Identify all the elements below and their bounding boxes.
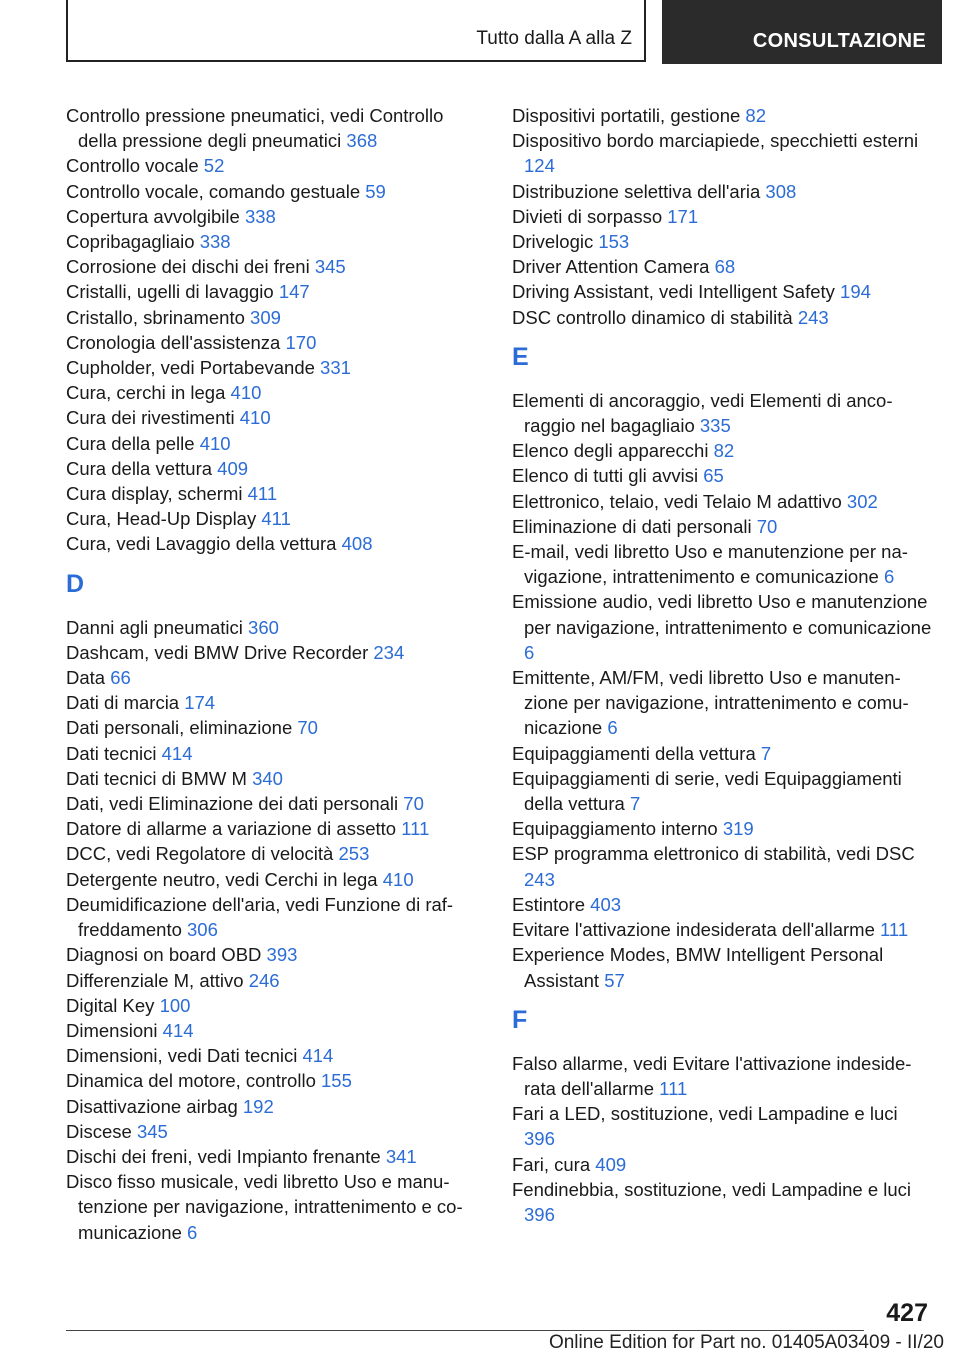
index-entry-text: Cura display, schermi <box>66 483 248 505</box>
index-entry <box>512 103 932 128</box>
index-entry-text: Dischi dei freni, vedi Impianto frenante <box>66 1145 386 1167</box>
index-entry-text: Copribagagliaio <box>66 231 200 253</box>
index-entry-text: Dispositivo bordo marciapiede, specchietti esterni <box>512 130 919 152</box>
index-entry <box>66 867 486 892</box>
index-entry <box>512 204 932 229</box>
index-entry <box>66 665 486 690</box>
index-entry <box>512 1051 932 1101</box>
index-page-link[interactable]: 414 <box>162 1019 194 1041</box>
index-entry-text: Cura, Head-Up Display <box>66 508 262 530</box>
index-entry-text: Fari, cura <box>512 1153 596 1175</box>
index-entry-text: Driving Assistant, vedi Intelligent Safety <box>512 281 841 303</box>
index-entry <box>66 892 486 942</box>
index-page-link[interactable]: 6 <box>607 717 618 739</box>
header-section-tab <box>662 0 942 64</box>
index-page-link[interactable]: 345 <box>314 256 346 278</box>
index-entry-text: Cronologia dell'assistenza <box>66 331 286 353</box>
index-entry-text: Digital Key <box>66 994 160 1016</box>
index-page-link[interactable]: 396 <box>524 1128 555 1150</box>
index-page-link[interactable]: 57 <box>604 969 625 991</box>
index-entry-text: Controllo vocale, comando gestuale <box>66 180 366 202</box>
index-page-link[interactable]: 82 <box>713 440 735 462</box>
index-page-link[interactable]: 393 <box>266 944 298 966</box>
index-entry <box>66 153 486 178</box>
index-entry <box>66 1094 486 1119</box>
index-entry-text: Elenco degli apparecchi <box>512 440 714 462</box>
index-page-link[interactable]: 331 <box>320 357 351 379</box>
index-entry-text: Elettronico, telaio, vedi Telaio M adattivo <box>512 490 847 512</box>
index-page-link[interactable]: 414 <box>302 1045 334 1067</box>
index-entry-text: Discese <box>66 1120 137 1142</box>
index-entry <box>512 1177 932 1227</box>
index-entry-text: Dati, vedi Eliminazione dei dati personali <box>66 793 404 815</box>
index-page-link[interactable]: 410 <box>230 382 262 404</box>
index-entry <box>512 665 932 741</box>
index-entry-text: E-mail, vedi libretto Uso e manutenzione per navigazione, intrattenimento e comunicazione <box>512 541 908 588</box>
index-entry <box>512 766 932 816</box>
index-entry <box>66 380 486 405</box>
index-entry <box>66 305 486 330</box>
index-entry-text: Cristallo, sbrinamento <box>66 306 251 328</box>
index-page-link[interactable]: 147 <box>278 281 310 303</box>
index-page-link[interactable]: 111 <box>880 919 909 941</box>
index-page-link[interactable]: 59 <box>365 180 386 202</box>
index-entry-text: Danni agli pneumatici <box>66 616 249 638</box>
header-left-box <box>66 0 646 62</box>
index-entry <box>66 204 486 229</box>
index-page-link[interactable]: 111 <box>659 1077 688 1099</box>
index-entry-text: DCC, vedi Regolatore di velocità <box>66 843 339 865</box>
index-entry <box>512 892 932 917</box>
index-entry <box>512 1152 932 1177</box>
index-entry-text: Dimensioni, vedi Dati tecnici <box>66 1045 303 1067</box>
index-page-link[interactable]: 410 <box>239 407 271 429</box>
index-entry <box>66 506 486 531</box>
index-entry-text: Driver Attention Camera <box>512 256 715 278</box>
index-page-link[interactable]: 153 <box>598 231 630 253</box>
index-entry-text: Dispositivi portatili, gestione <box>512 105 746 126</box>
index-entry <box>66 1119 486 1144</box>
index-entry-text: Emissione audio, vedi libretto Uso e manutenzione per navigazione, intrattenimento e comunicazione <box>512 591 932 638</box>
index-page-link[interactable]: 174 <box>184 692 216 714</box>
index-entry <box>66 1144 486 1169</box>
index-entry <box>66 179 486 204</box>
index-page-link[interactable]: 6 <box>883 566 895 588</box>
index-page-link[interactable]: 306 <box>187 919 218 941</box>
index-entry <box>66 766 486 791</box>
index-letter-heading: E <box>512 342 529 371</box>
index-page-link[interactable]: 66 <box>110 667 131 689</box>
index-page-link[interactable]: 171 <box>667 205 699 227</box>
index-entry-text: Fendinebbia, sostituzione, vedi Lampadine e luci <box>512 1178 912 1200</box>
index-entry <box>512 942 932 992</box>
index-entry-text: Dati tecnici di BMW M <box>66 767 253 789</box>
index-entry <box>512 128 932 178</box>
index-entry-text: Estintore <box>512 893 591 915</box>
index-entry <box>66 431 486 456</box>
index-entry <box>66 791 486 816</box>
index-page-link[interactable]: 170 <box>285 331 317 353</box>
index-entry <box>66 1169 486 1245</box>
index-page-link[interactable]: 335 <box>699 415 731 437</box>
index-entry <box>512 279 932 304</box>
index-column-left <box>66 103 486 1245</box>
index-entry-text: Distribuzione selettiva dell'aria <box>512 180 766 202</box>
index-page-link[interactable]: 124 <box>524 155 555 177</box>
index-entry <box>512 589 932 665</box>
index-entry <box>512 539 932 589</box>
index-entry-text: Corrosione dei dischi dei freni <box>66 256 315 278</box>
index-entry <box>66 254 486 279</box>
index-entry-text: Drivelogic <box>512 231 599 253</box>
index-page-link[interactable]: 410 <box>382 868 414 890</box>
index-page-link[interactable]: 309 <box>250 306 281 328</box>
index-letter-heading: F <box>512 1005 528 1034</box>
index-entry <box>66 615 486 640</box>
index-entry-text: Data <box>66 667 111 689</box>
index-page-link[interactable]: 338 <box>199 231 231 253</box>
index-entry-text: Equipaggiamento interno <box>512 818 723 840</box>
index-entry-text: Controllo pressione pneumatici, vedi Controllo della pressione degli pneumatici <box>66 105 444 152</box>
index-entry-text: Divieti di sorpasso <box>512 205 668 227</box>
index-entry <box>512 841 932 891</box>
index-entry-text: Dati tecnici <box>66 742 162 764</box>
index-entry <box>66 456 486 481</box>
index-page-link[interactable]: 410 <box>199 432 231 454</box>
index-page-link[interactable]: 308 <box>765 180 797 202</box>
index-page-link[interactable]: 70 <box>403 793 424 815</box>
index-entry-text: Cura dei rivestimenti <box>66 407 240 429</box>
index-page-link[interactable]: 411 <box>247 483 278 505</box>
index-entry-text: Cristalli, ugelli di lavaggio <box>66 281 279 303</box>
index-entry <box>66 229 486 254</box>
index-entry <box>512 489 932 514</box>
index-page-link[interactable]: 155 <box>321 1070 352 1092</box>
index-page-link[interactable]: 411 <box>261 508 291 530</box>
index-page-link[interactable]: 6 <box>187 1221 198 1243</box>
index-page-link[interactable]: 345 <box>136 1120 168 1142</box>
index-entry-text: Cura, vedi Lavaggio della vettura <box>66 533 342 555</box>
index-entry-text: Cura della vettura <box>66 457 218 479</box>
index-entry <box>66 715 486 740</box>
index-page-link[interactable]: 243 <box>524 868 555 890</box>
index-entry-text: Cupholder, vedi Portabevande <box>66 357 321 379</box>
index-entry-text: ESP programma elettronico di stabilità, vedi DSC <box>512 843 915 865</box>
index-page-link[interactable]: 111 <box>401 818 430 840</box>
index-page-link[interactable]: 52 <box>203 155 225 177</box>
index-entry-text: Differenziale M, attivo <box>66 969 249 991</box>
index-entry <box>66 640 486 665</box>
index-entry-text: Evitare l'attivazione indesiderata dell'allarme <box>512 919 881 941</box>
index-page-link[interactable]: 7 <box>760 742 772 764</box>
index-entry <box>512 438 932 463</box>
index-page-link[interactable]: 368 <box>346 130 378 152</box>
index-page-link[interactable]: 302 <box>846 490 878 512</box>
index-entry-text: Falso allarme, vedi Evitare l'attivazione indesiderata dell'allarme <box>512 1052 912 1099</box>
header-section-label: CONSULTAZIONE <box>752 30 926 52</box>
index-entry <box>66 481 486 506</box>
index-page-link[interactable]: 360 <box>248 616 279 638</box>
index-entry <box>66 1018 486 1043</box>
index-entry-text: Elementi di ancoraggio, vedi Elementi di ancoraggio nel bagagliaio <box>512 389 893 437</box>
index-entry <box>512 1101 932 1151</box>
index-entry <box>66 531 486 556</box>
index-entry <box>512 741 932 766</box>
index-entry-text: Dati di marcia <box>66 692 185 714</box>
index-entry-text: Datore di allarme a variazione di assetto <box>66 818 402 840</box>
index-page-link[interactable]: 414 <box>161 742 193 764</box>
index-page-link[interactable]: 246 <box>248 969 280 991</box>
index-page-link[interactable]: 340 <box>252 767 283 789</box>
index-entry <box>66 330 486 355</box>
index-entry-text: Dashcam, vedi BMW Drive Recorder <box>66 641 374 663</box>
index-entry <box>66 968 486 993</box>
index-entry-text: Elenco di tutti gli avvisi <box>512 465 704 487</box>
index-page-link[interactable]: 70 <box>756 515 778 537</box>
index-page-link[interactable]: 243 <box>797 306 829 328</box>
index-entry-text: Dimensioni <box>66 1019 163 1041</box>
index-column-right <box>512 103 932 1227</box>
index-letter-heading: D <box>66 569 85 598</box>
page-number: 427 <box>886 1299 928 1327</box>
index-page-link[interactable]: 338 <box>244 205 276 227</box>
index-entry <box>66 993 486 1018</box>
index-entry <box>512 388 932 438</box>
index-entry <box>66 841 486 866</box>
index-page-link[interactable]: 6 <box>524 641 535 663</box>
index-entry <box>66 1068 486 1093</box>
index-page-link[interactable]: 7 <box>629 793 641 815</box>
index-page-link[interactable]: 409 <box>595 1153 627 1175</box>
index-page-link[interactable]: 253 <box>338 843 370 865</box>
index-entry-text: Fari a LED, sostituzione, vedi Lampadine e luci <box>512 1103 898 1125</box>
index-entry-text: Copertura avvolgibile <box>66 205 245 227</box>
index-entry <box>512 514 932 539</box>
index-page-link[interactable]: 234 <box>373 641 405 663</box>
index-page-link[interactable]: 408 <box>341 533 373 555</box>
index-entry <box>512 179 932 204</box>
index-entry <box>512 229 932 254</box>
index-page-link[interactable]: 70 <box>297 717 318 739</box>
header-title: Tutto dalla A alla Z <box>476 28 632 49</box>
index-page-link[interactable]: 396 <box>524 1203 555 1225</box>
index-page-link[interactable]: 82 <box>745 105 766 126</box>
index-entry-text: Eliminazione di dati personali <box>512 515 757 537</box>
index-page-link[interactable]: 68 <box>714 256 736 278</box>
index-page-link[interactable]: 341 <box>385 1145 417 1167</box>
index-entry-text: Equipaggiamenti di serie, vedi Equipaggiamenti della vettura <box>512 767 902 815</box>
index-page-link[interactable]: 403 <box>590 893 622 915</box>
index-entry-text: Deumidificazione dell'aria, vedi Funzione di raffreddamento <box>66 893 454 941</box>
footer-divider <box>66 1330 864 1331</box>
index-page-link[interactable]: 409 <box>217 457 249 479</box>
index-entry <box>66 690 486 715</box>
index-page-link[interactable]: 100 <box>159 994 191 1016</box>
index-page-link[interactable]: 194 <box>840 281 871 303</box>
index-page-link[interactable]: 65 <box>703 465 724 487</box>
index-entry-text: DSC controllo dinamico di stabilità <box>512 306 798 328</box>
index-entry-text: Controllo vocale <box>66 155 204 177</box>
index-entry <box>66 1043 486 1068</box>
index-entry-text: Experience Modes, BMW Intelligent Personal Assistant <box>512 944 884 991</box>
index-entry <box>512 816 932 841</box>
index-entry-text: Dinamica del motore, controllo <box>66 1070 321 1092</box>
index-entry <box>512 917 932 942</box>
index-entry-text: Disco fisso musicale, vedi libretto Uso e manutenzione per navigazione, intrattenimento e comunicazione <box>66 1171 463 1243</box>
index-entry-text: Dati personali, eliminazione <box>66 717 298 739</box>
index-page-link[interactable]: 192 <box>242 1095 274 1117</box>
index-entry <box>66 355 486 380</box>
index-entry-text: Cura, cerchi in lega <box>66 382 231 404</box>
footer-text: Online Edition for Part no. 01405A03409 - II/20 <box>548 1332 944 1353</box>
index-entry-text: Detergente neutro, vedi Cerchi in lega <box>66 868 383 890</box>
index-entry <box>66 279 486 304</box>
index-entry-text: Emittente, AM/FM, vedi libretto Uso e manutenzione per navigazione, intrattenimento e comunicazione <box>512 667 909 739</box>
index-entry <box>66 942 486 967</box>
index-entry <box>66 741 486 766</box>
index-entry-text: Disattivazione airbag <box>66 1095 243 1117</box>
index-entry <box>66 816 486 841</box>
index-page-link[interactable]: 319 <box>722 818 754 840</box>
index-entry-text: Cura della pelle <box>66 432 200 454</box>
index-entry <box>512 305 932 330</box>
index-entry-text: Diagnosi on board OBD <box>66 944 267 966</box>
index-entry <box>66 103 486 153</box>
index-entry <box>512 254 932 279</box>
index-entry <box>66 405 486 430</box>
index-entry-text: Equipaggiamenti della vettura <box>512 742 761 764</box>
index-entry <box>512 463 932 488</box>
